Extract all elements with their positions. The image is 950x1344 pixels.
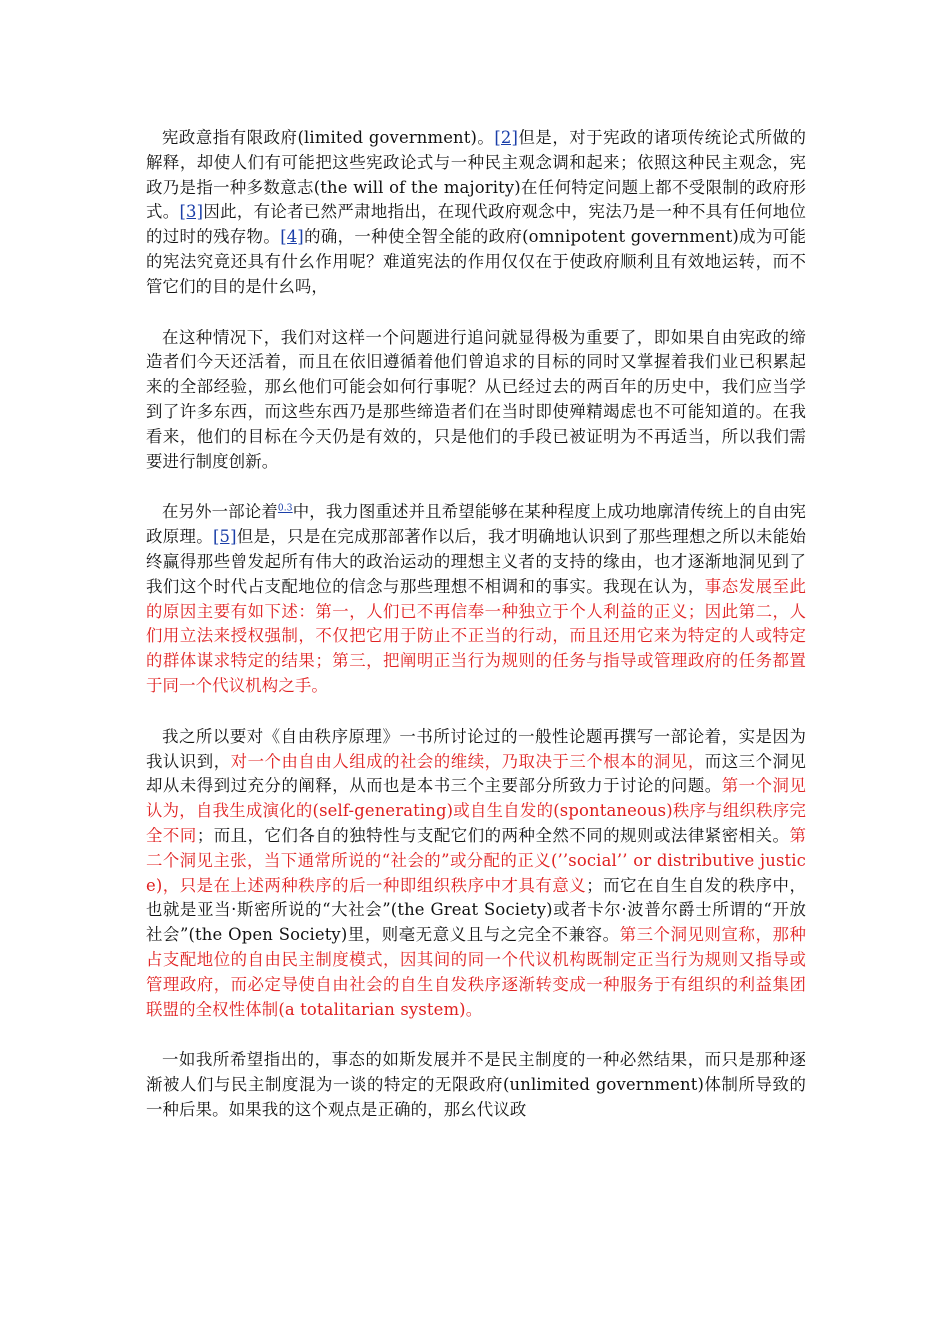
- paragraph-4-text-3: ；而且，它们各自的独特性与支配它们的两种全然不同的规则或法律紧密相关。: [196, 825, 790, 845]
- paragraph-1-text-4: 的确，一种使全智全能的政府(omnipotent government)成为可能的宪法究竟还具有什幺作用呢？难道宪法的作用仅仅在于使政府顺利且有效地运转，而不管它们的目的是什幺吗，: [146, 227, 807, 296]
- paragraph-1-text-1: 宪政意指有限政府(limited government)。: [162, 128, 495, 147]
- paragraph-1: [146, 126, 806, 300]
- highlight-insight-3: 第三个洞见则宣称，那种占支配地位的自由民主制度模式，因其间的同一个代议机构既制定正当行为规则又指导或管理政府，而必定导使自由社会的自生自发秩序逐渐转变成一种服务于有组织的利益集团联盟的全权性体制(a totalitarian system)。: [146, 925, 807, 1019]
- paragraph-5: [146, 1048, 806, 1122]
- paragraph-5-text: 一如我所希望指出的，事态的如斯发展并不是民主制度的一种必然结果，而只是那种逐渐被人们与民主制度混为一谈的特定的无限政府(unlimited government)体制所导致的一种后果。如果我的这个观点是正确的，那幺代议政: [146, 1050, 806, 1119]
- footnote-link-5[interactable]: [5]: [212, 527, 237, 547]
- document-page: [146, 126, 806, 1149]
- highlight-insight-2: 第二个洞见主张，当下通常所说的“社会的”或分配的正义(’’social’’ or distributive justice)，只是在上述两种秩序的后一种即组织秩序中才具有意义: [146, 825, 807, 895]
- superscript-note-link[interactable]: 0.3: [277, 503, 293, 514]
- paragraph-1-text-3: 因此，有论者已然严肃地指出，在现代政府观念中，宪法乃是一种不具有任何地位的过时的残存物。: [146, 202, 806, 247]
- highlight-three-insights: 对一个由自由人组成的社会的维续，乃取决于三个根本的洞见，: [230, 751, 705, 771]
- highlight-causes: 事态发展至此的原因主要有如下述：第一，人们已不再信奉一种独立于个人利益的正义；因此第二，人们用立法来授权强制，不仅把它用于防止不正当的行动，而且还用它来为特定的人或特定的群体谋求特定的结果；第三，把阐明正当行为规则的任务与指导或管理政府的任务都置于同一个代议机构之手。: [146, 576, 807, 695]
- footnote-link-2[interactable]: [2]: [494, 128, 519, 147]
- footnote-link-3[interactable]: [3]: [179, 202, 204, 222]
- paragraph-1-text-2: 但是，对于宪政的诸项传统论式所做的解释，却使人们有可能把这些宪政论式与一种民主观念调和起来；依照这种民主观念，宪政乃是指一种多数意志(the will of the majority)在任何特定问题上都不受限制的政府形式。: [146, 128, 806, 222]
- footnote-link-4[interactable]: [4]: [280, 227, 304, 247]
- paragraph-2-text: 在这种情况下，我们对这样一个问题进行追问就显得极为重要了，即如果自由宪政的缔造者们今天还活着，而且在依旧遵循着他们曾追求的目标的同时又掌握着我们业已积累起来的全部经验，那幺他们可能会如何行事呢？从已经过去的两百年的历史中，我们应当学到了许多东西，而这些东西乃是那些缔造者们在当时即使殚精竭虑也不可能知道的。在我看来，他们的目标在今天仍是有效的，只是他们的手段已被证明为不再适当，所以我们需要进行制度创新。: [146, 327, 806, 471]
- paragraph-3-text-1: 在另外一部论着: [162, 502, 278, 522]
- paragraph-4-text-1: 我之所以要对《自由秩序原理》一书所讨论过的一般性论题再撰写一部论着，实是因为我认识到，: [146, 726, 806, 771]
- paragraph-2: [146, 326, 806, 475]
- paragraph-3-text-3: 但是，只是在完成那部著作以后，我才明确地认识到了那些理想之所以未能始终赢得那些曾发起所有伟大的政治运动的理想主义者的支持的缘由，也才逐渐地洞见到了我们这个时代占支配地位的信念与那些理想不相调和的事实。我现在认为，: [146, 527, 806, 596]
- paragraph-4-text-2: 而这三个洞见却从未得到过充分的阐释，从而也是本书三个主要部分所致力于讨论的问题。: [146, 751, 807, 796]
- paragraph-4: [146, 725, 806, 1023]
- paragraph-3-text-2: 中，我力图重述并且希望能够在某种程度上成功地廓清传统上的自由宪政原理。: [146, 502, 806, 547]
- paragraph-3: [146, 500, 806, 698]
- highlight-insight-1: 第一个洞见认为，自我生成演化的(self-generating)或自生自发的(spontaneous)秩序与组织秩序完全不同: [146, 776, 806, 845]
- paragraph-4-text-4: ；而它在自生自发的秩序中，也就是亚当·斯密所说的“大社会”(the Great Society)或者卡尔·波普尔爵士所谓的“开放社会”(the Open Society)里，则毫无意义且与之完全不兼容。: [146, 875, 806, 945]
